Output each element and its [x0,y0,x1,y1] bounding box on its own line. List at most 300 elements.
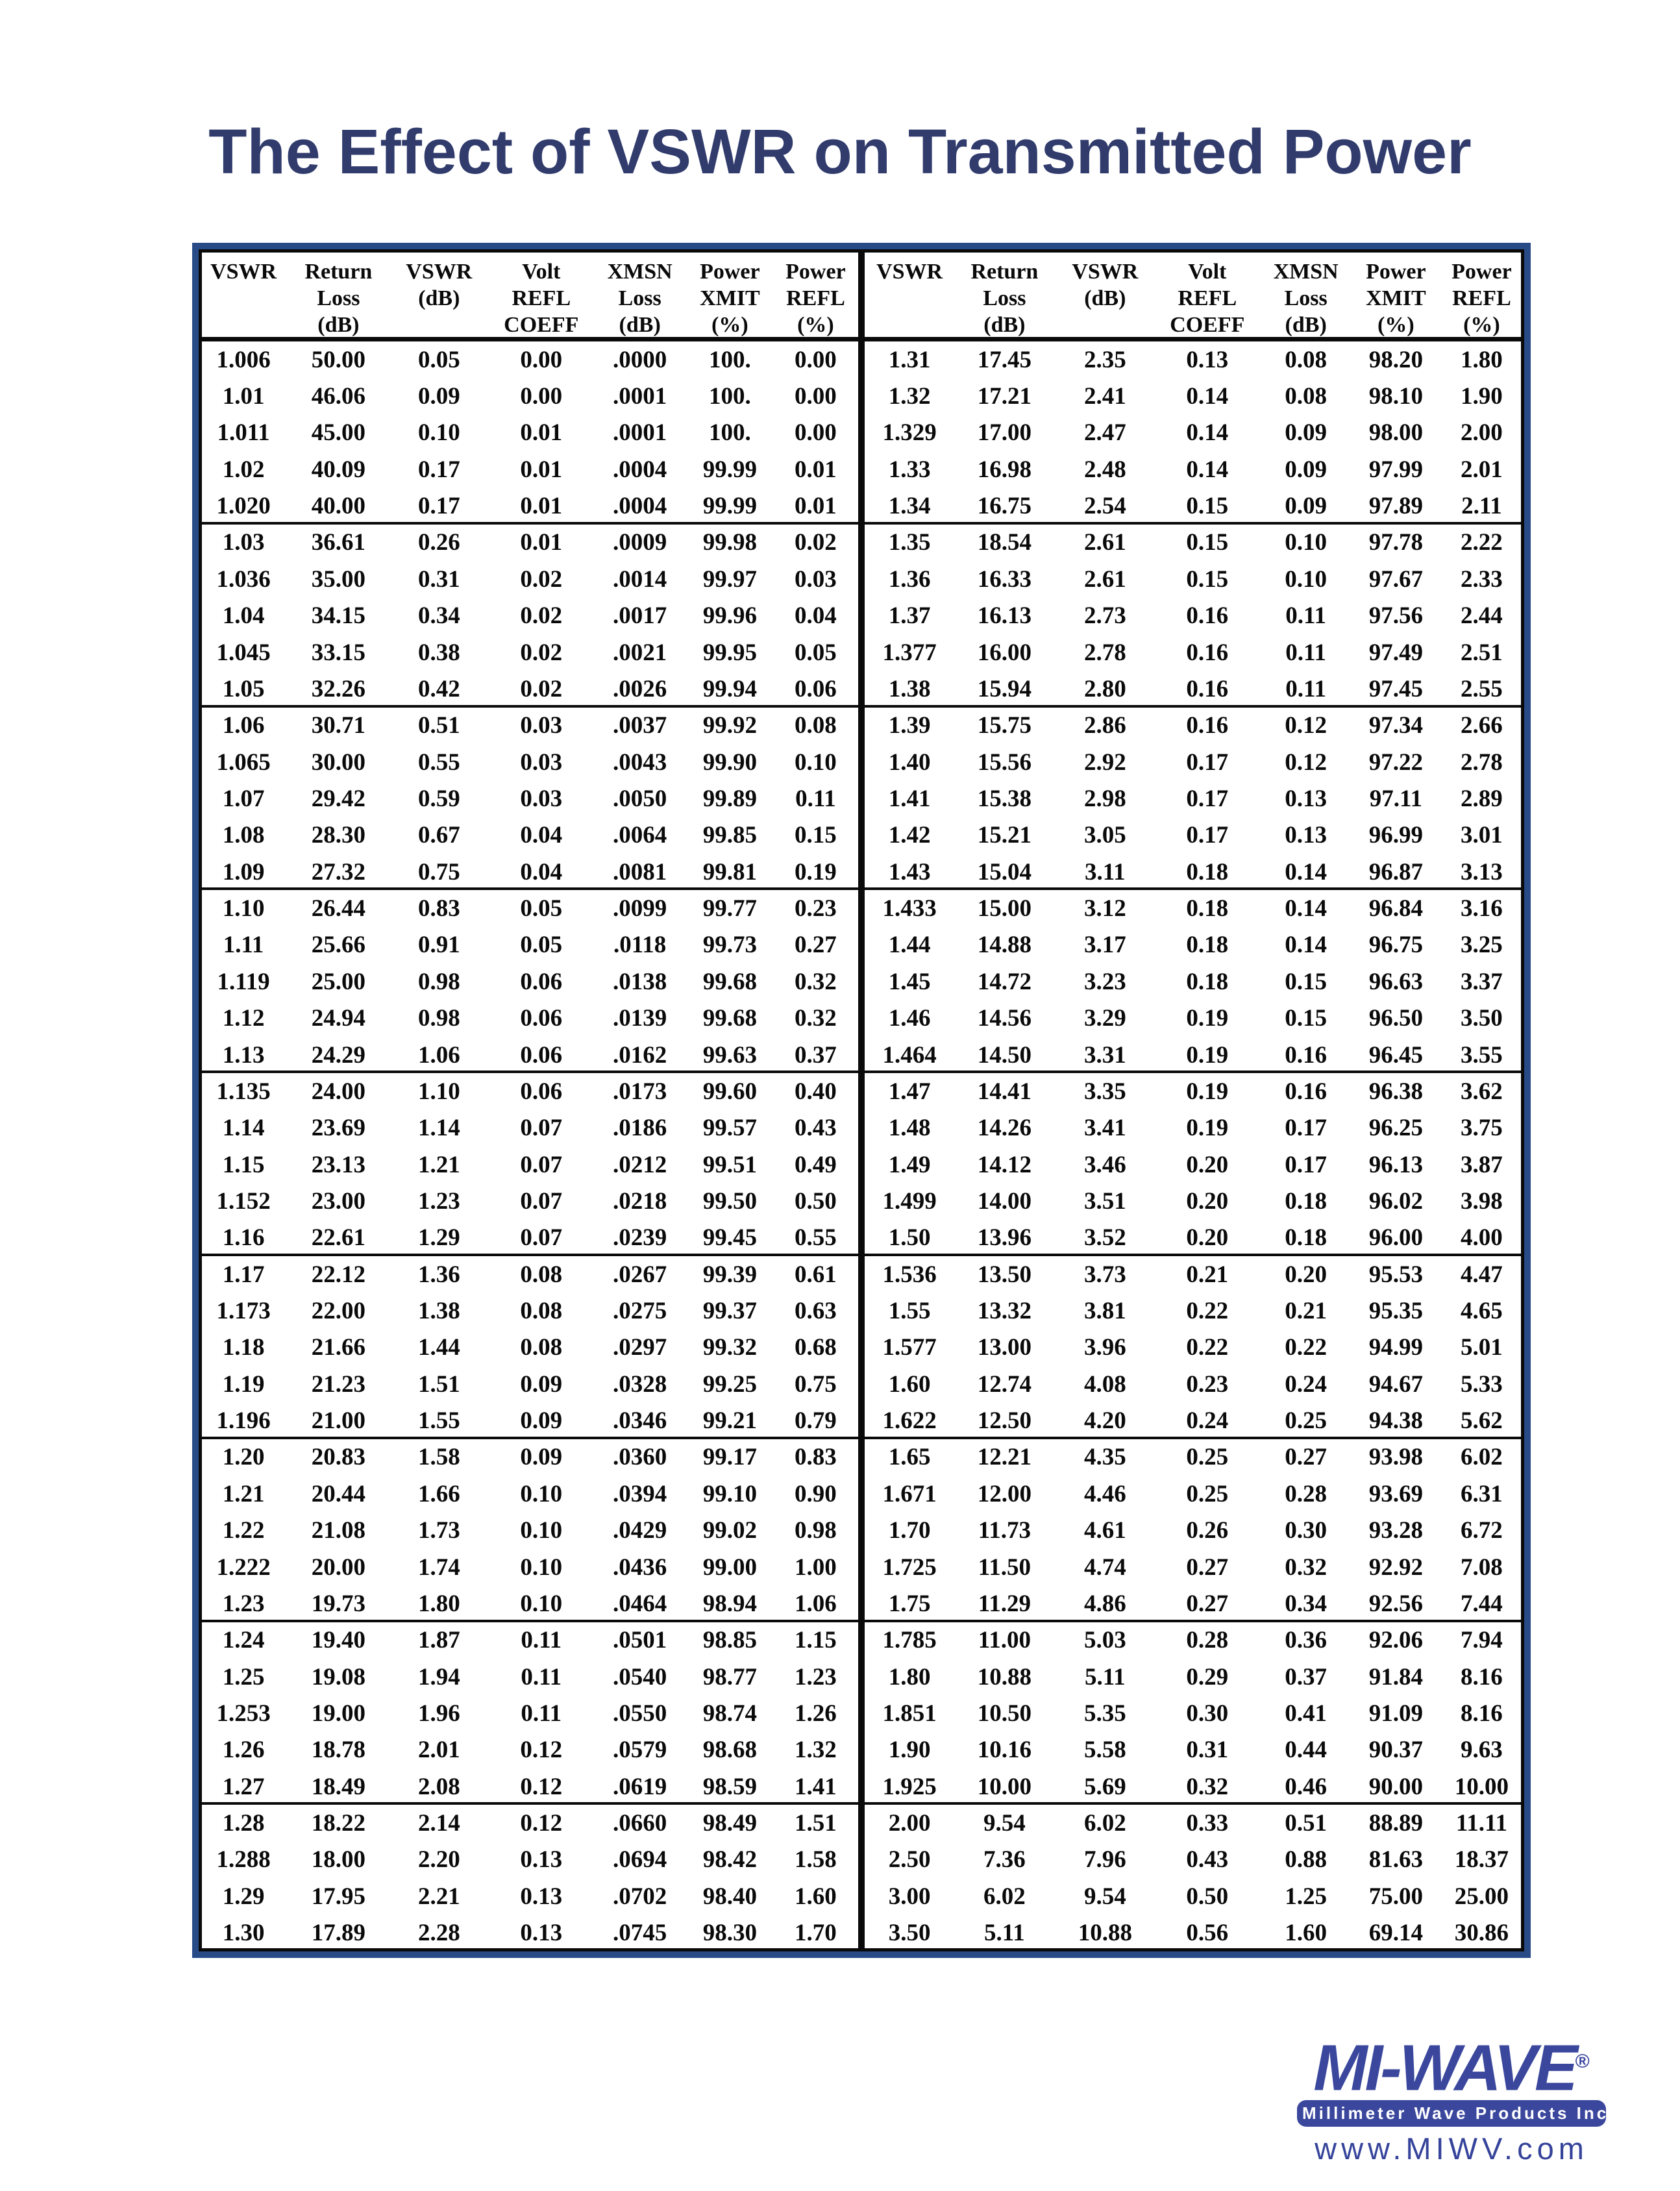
table-row [199,1842,858,1878]
table-cell: 0.10 [1285,529,1328,556]
table-row [865,671,1524,707]
table-row [199,525,858,561]
table-cell: 99.92 [702,712,757,739]
table-cell: 99.99 [702,493,757,520]
table-cell: 2.66 [1461,712,1503,739]
table-cell: 6.72 [1461,1517,1503,1544]
table-cell: 96.45 [1368,1041,1423,1069]
table-cell: 30.71 [311,712,365,739]
table-cell: 1.33 [888,456,931,483]
table-cell: 1.02 [222,456,265,483]
table-cell: 0.01 [795,493,837,520]
table-cell: 1.00 [795,1554,837,1581]
table-cell: 92.92 [1368,1554,1423,1581]
table-cell: 99.95 [702,639,757,666]
table-cell: 3.55 [1461,1041,1503,1069]
table-cell: 0.01 [795,456,837,483]
table-row [865,451,1524,488]
table-cell: 3.25 [1461,932,1503,959]
table-cell: 11.73 [978,1517,1031,1544]
table-cell: 99.97 [702,565,757,593]
table-cell: 0.98 [795,1517,837,1544]
table-cell: 7.36 [983,1846,1026,1874]
table-cell: 1.24 [222,1627,265,1654]
table-cell: 1.44 [888,932,931,959]
table-cell: 1.55 [888,1298,931,1325]
table-cell: .0297 [613,1334,667,1361]
table-cell: 0.31 [417,565,460,593]
table-cell: 0.04 [520,858,563,885]
table-cell: 0.11 [521,1627,562,1654]
table-cell: 4.47 [1461,1261,1503,1288]
table-cell: 0.43 [795,1115,837,1142]
table-cell: 0.34 [1285,1590,1328,1617]
table-row [199,927,858,963]
table-cell: 3.37 [1461,968,1503,995]
table-cell: 30.86 [1454,1920,1509,1947]
table-cell: 1.09 [222,858,265,885]
table-row [199,1695,858,1731]
table-cell: 0.13 [1186,346,1229,373]
table-cell: 1.725 [882,1554,937,1581]
table-cell: 1.42 [888,822,931,849]
table-cell: .0001 [613,419,667,447]
table-cell: 1.671 [882,1480,937,1507]
table-cell: 1.34 [888,493,931,520]
table-cell: 1.40 [888,749,931,776]
table-row [199,598,858,634]
table-cell: 1.27 [222,1773,265,1800]
table-cell: 45.00 [311,419,365,447]
table-cell: 0.14 [1285,895,1328,922]
table-cell: 96.99 [1368,822,1423,849]
table-cell: 0.19 [1186,1115,1229,1142]
table-cell: 0.15 [795,822,837,849]
table-cell: 6.02 [983,1883,1026,1910]
column-header: XMSN Loss (dB) [607,260,673,337]
table-cell: 1.26 [795,1700,837,1727]
table-row [199,744,858,780]
table-cell: 0.25 [1285,1407,1328,1435]
table-cell: 1.006 [216,346,271,373]
table-cell: .0239 [613,1224,667,1252]
table-row [865,1476,1524,1512]
table-cell: 0.32 [795,1005,837,1032]
table-cell: 0.01 [520,456,563,483]
table-cell: 0.18 [1186,968,1229,995]
table-cell: 14.00 [977,1187,1031,1215]
table-cell: 99.17 [702,1444,757,1471]
table-cell: 4.08 [1083,1370,1126,1398]
table-cell: 0.16 [1186,712,1229,739]
table-cell: 14.72 [977,968,1031,995]
table-cell: 3.50 [1461,1005,1503,1032]
table-row [199,378,858,414]
logo-brand-text: MI-WAVE [1313,2031,1575,2105]
table-cell: 13.96 [977,1224,1031,1252]
table-cell: 0.20 [1186,1151,1229,1178]
table-cell: 0.06 [795,675,837,702]
table-cell: 3.62 [1461,1078,1503,1105]
table-cell: 1.18 [222,1334,265,1361]
table-row [865,1073,1524,1109]
table-cell: 3.73 [1083,1261,1126,1288]
table-cell: 97.78 [1368,529,1423,556]
table-cell: 2.80 [1083,675,1126,702]
table-cell: 0.30 [1186,1700,1229,1727]
table-cell: 0.11 [1285,602,1327,630]
table-cell: 99.57 [702,1115,757,1142]
table-row [199,1439,858,1476]
table-cell: 4.35 [1083,1444,1126,1471]
table-cell: 1.44 [417,1334,460,1361]
table-cell: 2.20 [417,1846,460,1874]
table-row [865,378,1524,414]
table-cell: 92.06 [1368,1627,1423,1654]
table-cell: 0.09 [520,1370,563,1398]
table-cell: .0050 [613,785,667,812]
table-cell: 12.74 [977,1370,1031,1398]
table-cell: 97.49 [1368,639,1423,666]
table-cell: 0.09 [1285,456,1328,483]
table-cell: 1.119 [217,968,270,995]
table-cell: 99.63 [702,1041,757,1069]
table-cell: 1.50 [888,1224,931,1252]
table-cell: 15.56 [977,749,1031,776]
table-cell: 6.02 [1083,1810,1126,1837]
table-cell: 14.26 [977,1115,1031,1142]
table-cell: 0.31 [1186,1737,1229,1764]
table-cell: 2.86 [1083,712,1126,739]
table-cell: 0.61 [795,1261,837,1288]
table-cell: 0.33 [1186,1810,1229,1837]
table-cell: 1.80 [888,1663,931,1690]
table-cell: 7.96 [1083,1846,1126,1874]
table-cell: 0.83 [795,1444,837,1471]
table-cell: 0.06 [520,1005,563,1032]
table-cell: 1.55 [417,1407,460,1435]
table-cell: 1.96 [417,1700,460,1727]
table-cell: 0.59 [417,785,460,812]
table-cell: 0.09 [520,1407,563,1435]
table-cell: 2.14 [417,1810,460,1837]
table-row [199,561,858,597]
table-row [199,1402,858,1439]
table-cell: 0.11 [795,785,836,812]
table-cell: 1.536 [882,1261,937,1288]
table-cell: 93.69 [1368,1480,1423,1507]
table-cell: 97.56 [1368,602,1423,630]
table-row [199,817,858,854]
table-cell: 1.23 [222,1590,265,1617]
table-cell: 99.51 [702,1151,757,1178]
table-cell: 1.135 [216,1078,271,1105]
table-cell: 0.13 [520,1846,563,1874]
table-cell: 0.11 [1285,639,1327,666]
table-row [199,1878,858,1914]
table-row [199,1330,858,1366]
table-row [865,1439,1524,1476]
table-cell: 1.94 [417,1663,460,1690]
table-cell: 3.29 [1083,1005,1126,1032]
table-cell: 15.38 [977,785,1031,812]
table-cell: 18.22 [311,1810,365,1837]
table-cell: 3.52 [1083,1224,1126,1252]
column-header: Power XMIT (%) [700,260,760,337]
table-cell: 40.00 [311,493,365,520]
table-cell: 0.08 [520,1334,563,1361]
table-cell: 0.17 [1285,1151,1328,1178]
table-cell: 93.98 [1368,1444,1423,1471]
table-row [199,1513,858,1549]
table-cell: 99.89 [702,785,757,812]
table-cell: 3.16 [1461,895,1503,922]
table-cell: 1.36 [888,565,931,593]
table-cell: 0.91 [417,932,460,959]
table-cell: 1.23 [795,1663,837,1690]
table-cell: 1.38 [417,1298,460,1325]
table-cell: 21.66 [311,1334,365,1361]
table-cell: 0.19 [1186,1005,1229,1032]
table-row [865,1549,1524,1585]
table-cell: 99.68 [702,1005,757,1032]
table-cell: 26.44 [311,895,365,922]
table-cell: 97.99 [1368,456,1423,483]
table-row [865,634,1524,671]
table-cell: 0.51 [417,712,460,739]
table-cell: .0162 [613,1041,667,1069]
column-header: Power REFL (%) [1451,260,1512,337]
table-cell: 10.88 [977,1663,1031,1690]
table-cell: 1.05 [222,675,265,702]
table-row [865,1293,1524,1329]
table-cell: 2.47 [1083,419,1126,447]
table-row [865,1842,1524,1878]
table-cell: 0.14 [1186,383,1229,410]
table-cell: 99.77 [702,895,757,922]
table-row [199,1585,858,1622]
table-cell: 1.48 [888,1115,931,1142]
table-cell: 0.37 [1285,1663,1328,1690]
table-cell: 0.00 [520,346,563,373]
table-cell: 0.49 [795,1151,837,1178]
table-cell: .0550 [613,1700,667,1727]
table-cell: 14.88 [977,932,1031,959]
table-row [865,1805,1524,1841]
table-cell: 0.09 [520,1444,563,1471]
table-cell: 0.27 [1186,1590,1229,1617]
table-cell: 95.35 [1368,1298,1423,1325]
table-cell: 0.10 [520,1517,563,1544]
table-cell: .0021 [613,639,667,666]
table-cell: 0.18 [1186,932,1229,959]
table-cell: 1.785 [882,1627,937,1654]
table-cell: 2.41 [1083,383,1126,410]
table-cell: 0.24 [1186,1407,1229,1435]
table-cell: 1.06 [222,712,265,739]
table-cell: 8.16 [1461,1663,1503,1690]
table-cell: 1.31 [888,346,931,373]
column-header: Return Loss (dB) [304,260,373,337]
table-cell: 0.56 [1186,1920,1229,1947]
table-cell: 3.00 [888,1883,931,1910]
table-row [199,1732,858,1768]
table-cell: 0.09 [1285,493,1328,520]
table-cell: 6.02 [1461,1444,1503,1471]
table-cell: 0.12 [520,1737,563,1764]
table-cell: 1.90 [888,1737,931,1764]
column-header: Return Loss (dB) [970,260,1039,337]
table-cell: 1.51 [795,1810,837,1837]
table-cell: 5.69 [1083,1773,1126,1800]
table-cell: 9.54 [1083,1883,1126,1910]
table-cell: 95.53 [1368,1261,1423,1288]
table-cell: 0.05 [520,895,563,922]
table-cell: 0.15 [1285,1005,1328,1032]
table-row [199,415,858,451]
logo [1297,2031,1616,2166]
table-cell: 2.98 [1083,785,1126,812]
table-cell: 0.03 [520,785,563,812]
table-cell: 0.32 [1285,1554,1328,1581]
table-cell: 0.34 [417,602,460,630]
table-cell: 5.58 [1083,1737,1126,1764]
table-cell: 1.80 [417,1590,460,1617]
table-cell: 21.23 [311,1370,365,1398]
table-cell: 2.28 [417,1920,460,1947]
table-cell: 13.50 [977,1261,1031,1288]
table-cell: .0702 [613,1883,667,1910]
table-cell: .0064 [613,822,667,849]
table-cell: 1.21 [417,1151,460,1178]
table-cell: 0.11 [521,1663,562,1690]
table-cell: 20.83 [311,1444,365,1471]
table-cell: 97.45 [1368,675,1423,702]
table-cell: .0000 [613,346,667,373]
table-cell: 2.89 [1461,785,1503,812]
table-cell: 1.433 [882,895,937,922]
table-cell: 94.38 [1368,1407,1423,1435]
table-cell: 1.065 [216,749,271,776]
table-cell: 0.51 [1285,1810,1328,1837]
table-row [865,1622,1524,1659]
table-cell: 0.04 [520,822,563,849]
table-cell: 1.15 [222,1151,265,1178]
table-cell: 0.08 [520,1261,563,1288]
logo-brand [1297,2031,1606,2105]
table-cell: 0.13 [1285,785,1328,812]
table-cell: 3.12 [1083,895,1126,922]
table-cell: 1.66 [417,1480,460,1507]
table-cell: 1.07 [222,785,265,812]
table-cell: 1.47 [888,1078,931,1105]
table-cell: 2.00 [888,1810,931,1837]
table-cell: 1.15 [795,1627,837,1654]
table-cell: 0.01 [520,493,563,520]
table-cell: 0.05 [795,639,837,666]
table-cell: 0.07 [520,1187,563,1215]
column-header: XMSN Loss (dB) [1273,260,1339,337]
table-cell: 19.00 [311,1700,365,1727]
table-row [199,1914,858,1951]
table-cell: 98.85 [702,1627,757,1654]
table-cell: 2.22 [1461,529,1503,556]
table-cell: 10.00 [977,1773,1031,1800]
table-cell: 0.83 [417,895,460,922]
table-cell: 90.37 [1368,1737,1423,1764]
table-cell: 97.11 [1369,785,1422,812]
table-cell: 12.00 [977,1480,1031,1507]
table-cell: 22.12 [311,1261,365,1288]
table-cell: 92.56 [1368,1590,1423,1617]
table-cell: 0.02 [795,529,837,556]
table-cell: 0.28 [1186,1627,1229,1654]
table-cell: 3.11 [1084,858,1126,885]
table-right-half [865,249,1524,1951]
table-cell: 9.54 [983,1810,1026,1837]
table-cell: 1.851 [882,1700,937,1727]
table-cell: 1.80 [1461,346,1503,373]
table-cell: 0.16 [1186,675,1229,702]
table-row [199,1476,858,1512]
table-cell: 1.49 [888,1151,931,1178]
table-cell: 8.16 [1461,1700,1503,1727]
table-cell: 0.03 [520,749,563,776]
table-cell: .0118 [613,932,667,959]
table-cell: 13.32 [977,1298,1031,1325]
table-cell: 0.88 [1285,1846,1328,1874]
table-cell: 1.288 [216,1846,271,1874]
table-cell: 1.622 [882,1407,937,1435]
table-row [199,708,858,744]
table-cell: 5.11 [984,1920,1025,1947]
table-cell: 0.19 [1186,1078,1229,1105]
table-cell: 1.25 [222,1663,265,1690]
table-cell: .0026 [613,675,667,702]
table-cell: 1.74 [417,1554,460,1581]
table-cell: 99.85 [702,822,757,849]
table-cell: 14.12 [977,1151,1031,1178]
table-cell: 0.79 [795,1407,837,1435]
table-cell: .0218 [613,1187,667,1215]
table-row [865,744,1524,780]
table-cell: 1.10 [417,1078,460,1105]
table-cell: 1.464 [882,1041,937,1069]
table-cell: 1.10 [222,895,265,922]
table-cell: .0186 [613,1115,667,1142]
table-cell: 1.196 [216,1407,271,1435]
table-cell: 100. [708,383,751,410]
table-row [199,1183,858,1219]
table-cell: 0.26 [1186,1517,1229,1544]
table-head-left [199,249,858,341]
table-cell: 96.87 [1368,858,1423,885]
table-cell: 23.69 [311,1115,365,1142]
table-cell: 2.33 [1461,565,1503,593]
table-cell: 15.94 [977,675,1031,702]
table-cell: 1.11 [223,932,264,959]
table-cell: 94.67 [1368,1370,1423,1398]
table-cell: 0.68 [795,1334,837,1361]
table-cell: 0.14 [1285,858,1328,885]
table-cell: 2.54 [1083,493,1126,520]
column-header: VSWR (dB) [1072,260,1139,310]
table-row [865,1146,1524,1183]
table-cell: 0.13 [520,1920,563,1947]
table-cell: 1.08 [222,822,265,849]
table-cell: 0.14 [1186,456,1229,483]
table-cell: 99.60 [702,1078,757,1105]
